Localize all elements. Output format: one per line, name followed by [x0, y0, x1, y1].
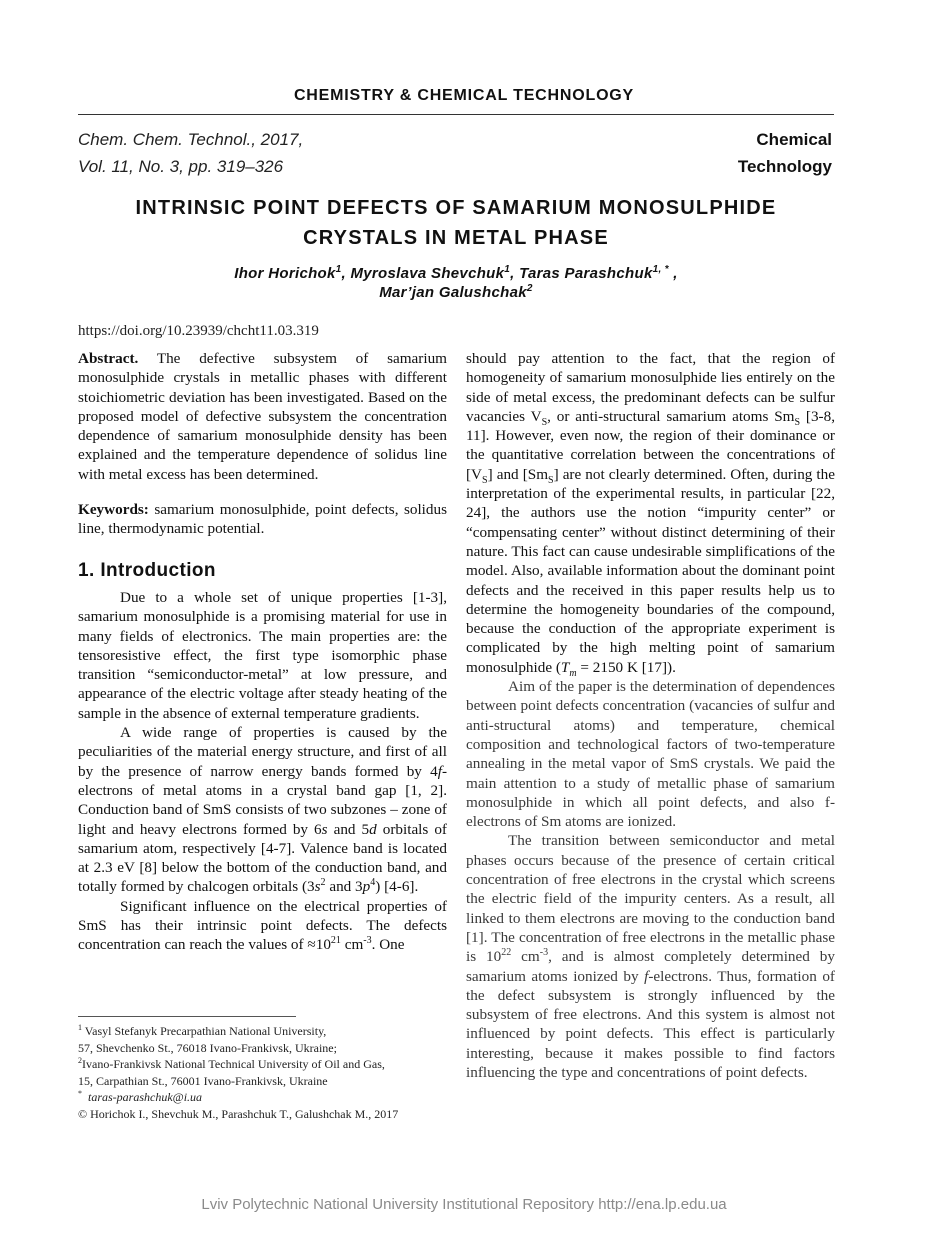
body-paragraph: A wide range of properties is caused by the peculiarities of the material energy structure, and first of all by the presence of narrow energy bands formed by 4f-electrons of metal atoms in a crystal band gap [1, 2]. Conduction band of SmS consists of two subzones – zone of light and heavy electrons formed by 6s and 5d orbitals of samarium atom, respectively [4-7]. Valence band is located at 2.3 eV [8] below the bottom of the conduction band, and totally formed by chalcogen orbitals ($3s^2$ and $3p^4$) [4-6]. — [78, 724, 447, 896]
corresponding-email[interactable]: taras-parashchuk@i.ua — [88, 1090, 203, 1104]
citation-line-1: Chem. Chem. Technol., 2017, — [78, 130, 304, 149]
author-affiliation: 1 — [335, 264, 342, 275]
author-affiliation: 2 — [526, 283, 533, 294]
section-heading: 1. Introduction — [78, 559, 216, 581]
footnote-2-address: 15, Carpathian St., 76001 Ivano-Frankivsk, Ukraine — [78, 1073, 328, 1088]
journal-name-line-2: Technology — [737, 157, 832, 176]
abstract-text: The defective subsystem of samarium monosulphide crystals in metallic phases with different stoichiometric deviation has been investigated. Based on the proposed model of defective subsystem the concentration dependence of samarium monosulphide density has been explained and the temperature dependence of solidus line with metal excess has been determined. — [78, 350, 447, 483]
footnote-rule — [78, 1016, 296, 1017]
author-affiliation: 1, * — [652, 264, 669, 275]
author-name: Ihor Horichok — [234, 265, 336, 282]
body-paragraph: Due to a whole set of unique properties [1-3], samarium monosulphide is a promising material for use in many fields of electronics. The main properties are: the tensoresistive effect, the first type isomorphic phase transition “semiconductor-metal” at low pressure, and appearance of the electric voltage after steady heating of the sample in the absence of external temperature gradients. — [78, 588, 447, 722]
keywords — [78, 500, 447, 539]
citation-line-2: Vol. 11, No. 3, pp. 319–326 — [78, 157, 284, 176]
journal-header: CHEMISTRY & CHEMICAL TECHNOLOGY — [293, 87, 635, 104]
right-column — [466, 349, 835, 1082]
body-paragraph: Aim of the paper is the determination of dependences between point defects concentration (vacancies of sulfur and anti-structural atoms) and temperature, chemical composition and technological factors of two-temperature annealing in the metal vapor of SmS crystals. We paid the main attention to a study of metallic phase of samarium monosulphide in which all point defects, and also f-electrons of Sm atoms are ionized. — [466, 678, 835, 831]
paper-title — [78, 193, 834, 253]
body-paragraph: Significant influence on the electrical properties of SmS has their intrinsic point defects. The defects concentration can reach the values of $\approx 10^{21}$ $cm^{-3}$. One — [78, 897, 447, 954]
abstract — [78, 349, 447, 484]
doi-link[interactable]: https://doi.org/10.23939/chcht11.03.319 — [78, 323, 319, 339]
keywords-text: samarium monosulphide, point defects, solidus line, thermodynamic potential. — [78, 501, 448, 538]
left-column — [78, 349, 447, 955]
footnote-marker: 2 — [78, 1056, 82, 1065]
title-line-1: INTRINSIC POINT DEFECTS OF SAMARIUM MONOSULPHIDE — [135, 197, 777, 219]
journal-name — [738, 126, 832, 180]
footnotes — [78, 1023, 458, 1122]
body-paragraph: should pay attention to the fact, that the region of homogeneity of samarium monosulphide lies entirely on the side of metal excess, the predominant defects can be sulfur vacancies $V_S$, or anti-structural samarium atoms $Sm_S$ [3-8, 11]. However, even now, the region of their dominance or the quantitative correlation between the concentrations of $[V_S]$ and $[Sm_S]$ are not clearly determined. Often, during the interpretation of the experimental results, in particular [22, 24], the authors use the notion “impurity center” or “compensating center” without distinct determining of their nature. This fact can cause undesirable simplifications of the model. Also, available information about the dominant point defects and the received in this paper results help us to determine the homogeneity boundaries of the compound, because the conduction of the appropriate experiment is complicated by the high melting point of samarium monosulphide ($T_m = 2150$ K [17]). — [466, 350, 836, 679]
author-list: Ihor Horichok$^1$, Myroslava Shevchuk$^1$, Taras Parashchuk$^{1, *}$ , Mar’jan Galushchak$^2$ — [234, 264, 678, 301]
repository-footer[interactable]: Lviv Polytechnic National University Institutional Repository http://ena.lp.edu.ua — [201, 1196, 727, 1213]
abstract-label: Abstract. — [78, 350, 139, 367]
author-name: Myroslava Shevchuk — [350, 265, 505, 282]
footnote-email — [78, 1089, 458, 1106]
citation — [78, 126, 303, 180]
author-affiliation: 1 — [504, 264, 511, 275]
keywords-label: Keywords: — [78, 501, 149, 519]
footnote-marker: 1 — [78, 1023, 82, 1032]
header-rule — [78, 114, 834, 115]
footnote-2: $^2$Ivano-Frankivsk National Technical University of Oil and Gas, — [78, 1056, 385, 1071]
author-name: Mar’jan Galushchak — [379, 284, 527, 301]
copyright: © Horichok I., Shevchuk M., Parashchuk T., Galushchak M., 2017 — [78, 1106, 399, 1121]
footnote-marker: * — [78, 1089, 82, 1098]
author-name: Taras Parashchuk — [519, 265, 653, 282]
footnote-1: $^1$ Vasyl Stefanyk Precarpathian National University, — [78, 1023, 327, 1038]
footnote-1-address: 57, Shevchenko St., 76018 Ivano-Frankivsk, Ukraine; — [78, 1040, 337, 1055]
journal-name-line-1: Chemical — [756, 130, 832, 149]
body-paragraph: The transition between semiconductor and metal phases occurs because of the presence of certain critical concentration of free electrons in the crystal which screens the electric field of the impurity centers. As a result, all linked to them electrons are moving to the conduction band [1]. The concentration of free electrons in the metallic phase is $10^{22}$ $cm^{-3}$, and is almost completely determined by samarium atoms ionized by f-electrons. Thus, formation of the defect subsystem is strongly influenced by the subsystem of free electrons. And this system is almost not influenced by point defects. This effect is particularly interesting, because it makes possible to find factors influencing the type and concentrations of point defects. — [466, 832, 835, 1081]
title-line-2: CRYSTALS IN METAL PHASE — [303, 227, 609, 249]
